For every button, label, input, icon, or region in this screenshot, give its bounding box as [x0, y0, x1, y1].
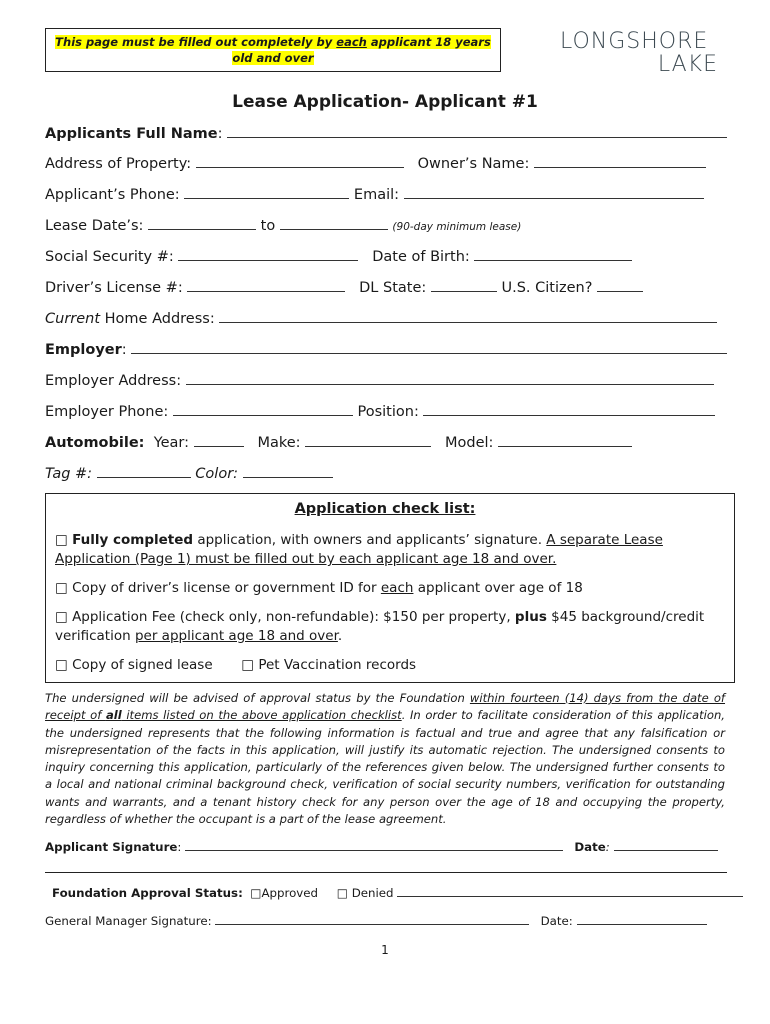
- min-lease-note: (90-day minimum lease): [392, 221, 522, 233]
- page-title: Lease Application- Applicant #1: [232, 92, 538, 112]
- employer-phone-label: Employer Phone:: [45, 404, 169, 420]
- dl-state-label: DL State:: [359, 280, 427, 296]
- model-label: Model:: [445, 435, 494, 451]
- employer-address-label: Employer Address:: [45, 373, 182, 389]
- citizen-field[interactable]: [597, 280, 643, 292]
- gm-date-label: Date:: [540, 914, 573, 928]
- owner-field[interactable]: [534, 156, 706, 168]
- notice-text: This page must be filled out completely by each applicant 18 years old and over: [55, 35, 491, 65]
- tag-label: Tag #:: [45, 466, 93, 482]
- divider: [45, 872, 727, 873]
- logo-line1: LONGSHORE: [560, 29, 709, 54]
- approval-row: Foundation Approval Status: □Approved □ Denied: [52, 885, 743, 900]
- color-label: Color:: [195, 466, 239, 482]
- disclaimer-paragraph: The undersigned will be advised of approval status by the Foundation within fourteen (14) days from the date of receipt of all items listed on the above application checklist. In order to facilitate consideration of this application, the undersigned represents that the following information is factual and true and agree that any falsification or misrepresentation of the facts in this application, will justify its automatic rejection. The undersigned consents to inquiry concerning this application, particularly of the references given below. The undersigned further consents to a local and national criminal background check, verification of social security numbers, verification for outstanding wants and warrants, and a tenant history check for any person over the age of 18 and occupying the property, regardless of whether the occupant is a part of the lease agreement.: [45, 691, 726, 827]
- dl-state-field[interactable]: [431, 280, 497, 292]
- model-field[interactable]: [498, 435, 632, 447]
- signature-date-field[interactable]: [614, 839, 718, 851]
- email-label: Email:: [353, 187, 400, 203]
- address-row: [45, 156, 706, 172]
- checkbox-icon[interactable]: □: [241, 657, 255, 673]
- full-name-row: Applicants Full Name:: [45, 126, 727, 142]
- notice-box: [45, 28, 501, 72]
- current-label: Current: [45, 311, 101, 327]
- ssn-field[interactable]: [178, 249, 358, 261]
- gm-signature-label: General Manager Signature:: [45, 914, 212, 928]
- checklist-item-completed: □ Fully completed application, with owners and applicants’ signature. A separate Lease Application (Page 1) must be filled out by each applicant age 18 and over.: [55, 532, 663, 567]
- position-field[interactable]: [423, 404, 715, 416]
- checkbox-icon[interactable]: □: [55, 609, 68, 625]
- checklist-title: Application check list:: [294, 501, 476, 517]
- dl-label: Driver’s License #:: [45, 280, 183, 296]
- phone-field[interactable]: [184, 187, 349, 199]
- year-label: Year:: [153, 435, 190, 451]
- signature-date-label: Date: [574, 840, 606, 854]
- checkbox-icon[interactable]: □: [55, 657, 68, 673]
- lease-dates-label: Lease Date’s:: [45, 218, 144, 234]
- to-label: to: [260, 218, 276, 234]
- lease-start-field[interactable]: [148, 218, 256, 230]
- approved-checkbox-icon[interactable]: □: [250, 886, 262, 900]
- tag-field[interactable]: [97, 466, 191, 478]
- automobile-label: Automobile:: [45, 435, 145, 451]
- home-address-field[interactable]: [219, 311, 717, 323]
- year-field[interactable]: [194, 435, 244, 447]
- address-field[interactable]: [196, 156, 404, 168]
- logo-line2: LAKE: [657, 52, 718, 77]
- employer-phone-field[interactable]: [173, 404, 353, 416]
- applicant-signature-row: Applicant Signature: Date:: [45, 839, 718, 854]
- ssn-row: [45, 249, 632, 265]
- email-field[interactable]: [404, 187, 704, 199]
- address-label: Address of Property:: [45, 156, 192, 172]
- home-address-row: [45, 311, 717, 327]
- owner-label: Owner’s Name:: [417, 156, 530, 172]
- full-name-field[interactable]: [227, 126, 727, 138]
- employer-row: Employer:: [45, 342, 727, 358]
- dob-label: Date of Birth:: [372, 249, 470, 265]
- make-label: Make:: [257, 435, 301, 451]
- lease-dates-row: [45, 218, 521, 234]
- checkbox-icon[interactable]: □: [55, 532, 68, 548]
- color-field[interactable]: [243, 466, 333, 478]
- home-address-label: Home Address:: [100, 311, 215, 327]
- employer-address-field[interactable]: [186, 373, 714, 385]
- lease-end-field[interactable]: [280, 218, 388, 230]
- checkbox-icon[interactable]: □: [55, 580, 68, 596]
- full-name-label: Applicants Full Name: [45, 126, 218, 142]
- dl-row: [45, 280, 643, 296]
- approval-label: Foundation Approval Status:: [52, 886, 243, 900]
- gm-date-field[interactable]: [577, 913, 707, 925]
- checklist-item-lease: □ Copy of signed lease □ Pet Vaccination records: [55, 657, 417, 673]
- employer-label: Employer: [45, 342, 122, 358]
- longshore-lake-logo: [560, 30, 730, 76]
- denied-checkbox-icon[interactable]: □: [336, 886, 348, 900]
- automobile-row: [45, 435, 632, 451]
- ssn-label: Social Security #:: [45, 249, 174, 265]
- applicant-signature-label: Applicant Signature: [45, 840, 178, 854]
- citizen-label: U.S. Citizen?: [501, 280, 593, 296]
- page-number: 1: [381, 943, 389, 957]
- dob-field[interactable]: [474, 249, 632, 261]
- phone-row: [45, 187, 704, 203]
- employer-phone-row: [45, 404, 715, 420]
- checklist-item-license: □ Copy of driver’s license or government ID for each applicant over age of 18: [55, 580, 583, 596]
- denied-reason-field[interactable]: [397, 885, 743, 897]
- dl-field[interactable]: [187, 280, 345, 292]
- phone-label: Applicant’s Phone:: [45, 187, 180, 203]
- position-label: Position:: [357, 404, 419, 420]
- gm-signature-row: [45, 913, 707, 928]
- gm-signature-field[interactable]: [215, 913, 529, 925]
- employer-address-row: [45, 373, 714, 389]
- employer-field[interactable]: [131, 342, 727, 354]
- make-field[interactable]: [305, 435, 431, 447]
- checklist-item-fee: □ Application Fee (check only, non-refundable): $150 per property, plus $45 background/credit verification per applicant age 18 and over.: [55, 609, 705, 644]
- applicant-signature-field[interactable]: [185, 839, 563, 851]
- tag-row: [45, 466, 333, 482]
